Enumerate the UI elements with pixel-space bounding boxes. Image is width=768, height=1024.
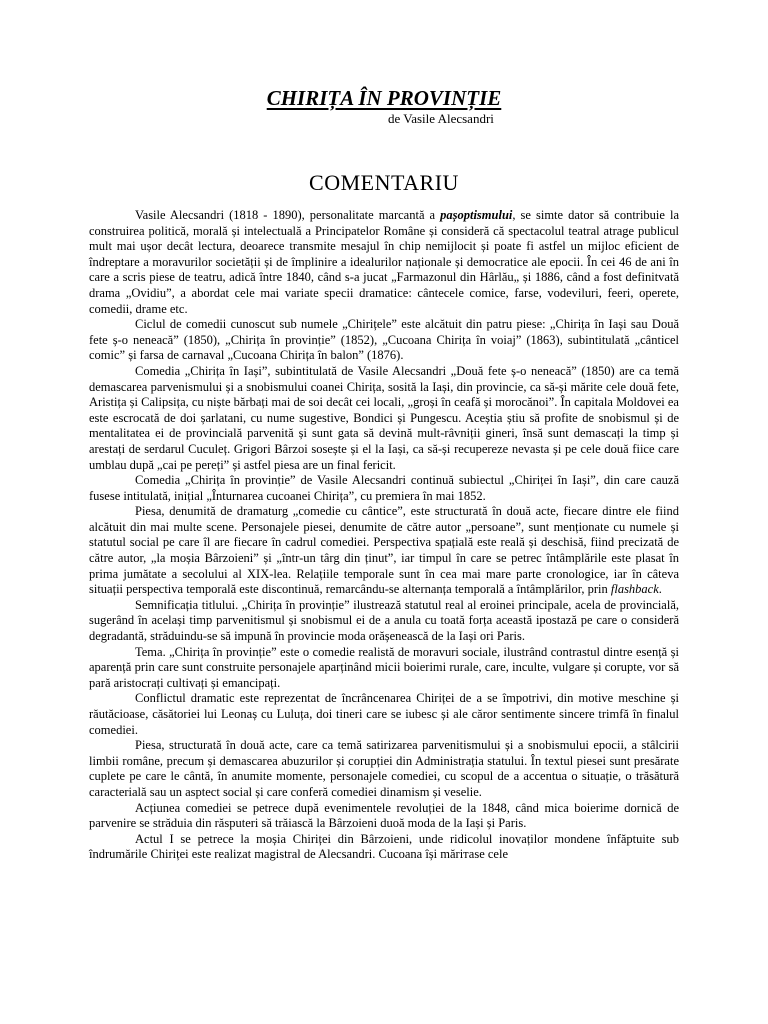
paragraph: Actul I se petrece la moșia Chiriței din Bârzoieni, unde ridicolul inovaților mondene înfăptuite sub îndrumările Chiriței este realizat magistral de Alecsandri. Cucoana își mărітаse cele bbox=[89, 831, 679, 862]
emphasis-term: pașoptismului bbox=[440, 208, 513, 222]
section-heading: COMENTARIU bbox=[309, 170, 459, 195]
paragraph-text: , se simte dator să contribuie la construirea politică, morală și intelectuală a Principatelor Române și consideră că spectacolul teatral atrage publicul mult mai ușor decât lectura, deoarece transmite mesajul în chip nemijlocit și poate fi astfel un mijloc eficient de îndreptare a moravurilor societății și de împlinire a idealurilor naționale și democratice ale epocii. În cei 46 de ani în care a scris piese de teatru, adică între 1840, când s-a jucat „Farmazonul din Hârlău„ și 1886, când a fost definitvată drama „Ovidiu”, a abordat cele mai variate specii dramatice: cântecele comice, farse, vodeviluri, feeri, operete, comedii, drame etc. bbox=[89, 208, 680, 316]
paragraph: Tema. „Chirița în provinție” este o comedie realistă de moravuri sociale, ilustrând contrastul dintre esență și aparență prin care sunt construite personajele aparținând micii boierimi rurale, care, inculte, vulgare și corupte, vor să pară aristocrați cultivați și emancipați. bbox=[89, 644, 679, 690]
paragraph: Piesa, structurată în două acte, care ca temă satirizarea parvenitismului și a snobismului epocii, a stâlcirii limbii române, precum și demascarea abuzurilor și corupției din Administrația statului. În textul piesei sunt presărate cuplete pe care le cântă, în anumite momente, personajele comediei, cu scopul de a accentua o situație, o trăsătură caracterială sau un asptect social și care conferă comediei dinamism și veselie. bbox=[89, 738, 679, 799]
paragraph: Semnificația titlului. „Chirița în provinție” ilustrează statutul real al eroinei principale, acela de provincială, sugerând în același timp parvenitismul și snobismul ei de a anula cu toată forța această ipostază pe care o consideră degradantă, străduindu-se să impună în provincie moda orășenească de la Iași ori Paris. bbox=[89, 597, 679, 644]
paragraph: Comedia „Chirița în Iași”, subintitulată de Vasile Alecsandri „Două fete ș-o neneacă” (1850) are ca temă demascarea parvenismului și a snobismului coanei Chirița, sosită la Iași, din provincie, ca să-și mărite cele două fete, Aristița și Calipsița, cu niște bărbați mai de soi decât cei locali, „groși în ceafă și morocănoi”. În capitala Moldovei ea este escrocată de doi șarlatani, cu nume sugestive, Bondici și Pungescu. Aceștia știu să profite de snobismul și de mentalitatea ei de provincială parvenită și sunt gata să devină mult-râvniții gineri, însă sunt demascați la timp și arestați de serdarul Cuculeț. Grigori Bârzoi sosește și el la Iași, ca să-și recupereze nevasta și pe cele două fiice care umblau după „cai pe pereți” și astfel piesa are un final fericit. bbox=[89, 363, 679, 472]
emphasis-term: flashback bbox=[610, 582, 659, 597]
paragraph bbox=[89, 208, 679, 317]
document-author: de Vasile Alecsandri bbox=[388, 111, 494, 126]
paragraph-text: Piesa, denumită de dramaturg „comedie cu cântice”, este structurată în două acte, fiecare dintre ele fiind alcătuit din mai multe scene. Personajele piesei, denumite de către autor „persoane”, sunt menționate cu numele și statutul social pe care îl are fiecare în cadrul comediei. Perspectiva spațială este reală și deschisă, fiind precizată de către autor, „la moșia Bârzoienі” și „într-un târg din ținut”, iar timpul în care se petrec întâmplările este plasat în prima jumătate a secolului al XIX-lea. Relațiile temporale sunt în cea mai mare parte cronologice, iar în câteva situații perspectiva temporală este discontinuă, remarcându-se alternanța temporală a întâmplărilor, prin bbox=[89, 504, 679, 597]
paragraph: Ciclul de comedii cunoscut sub numele „Chirițele” este alcătuit din patru piese: „Chirița în Iași sau Două fete ș-o neneacă” (1850), „Chirița în provinție” (1852), „Cucoana Chirița în voiaj” (1863), subintitulată „cânticel comic” și farsa de carnaval „Cucoana Chirița în balon” (1876). bbox=[89, 317, 679, 363]
paragraph: Conflictul dramatic este reprezentat de încrâncenarea Chiriței de a se împotrivi, din motive meschine și răutăcioase, căsătoriei lui Leonaș cu Luluța, doi tineri care se iubesc și ale căror sentimente sincere trimfă în finalul comediei. bbox=[89, 691, 679, 737]
document-body bbox=[89, 208, 679, 863]
paragraph bbox=[89, 504, 679, 598]
paragraph: Acțiunea comediei se petrece după evenimentele revoluției de la 1848, când mica boierime dornică de parvenire se străduia din răsputeri să trăiască la Bârzoieni duoă moda de la Iași și Paris. bbox=[89, 800, 679, 831]
paragraph-text: Vasile Alecsandri (1818 - 1890), personalitate marcantă a bbox=[135, 208, 441, 222]
paragraph-text: . bbox=[658, 582, 662, 597]
document-title: CHIRIȚA ÎN PROVINȚIE bbox=[266, 86, 502, 110]
paragraph: Comedia „Chirița în provinție” de Vasile Alecsandri continuă subiectul „Chiriței în Iași”, din care cauză fusese intitulată, inițial „Înturnarea cucoanei Chirița”, cu premiera în mai 1852. bbox=[89, 473, 679, 503]
